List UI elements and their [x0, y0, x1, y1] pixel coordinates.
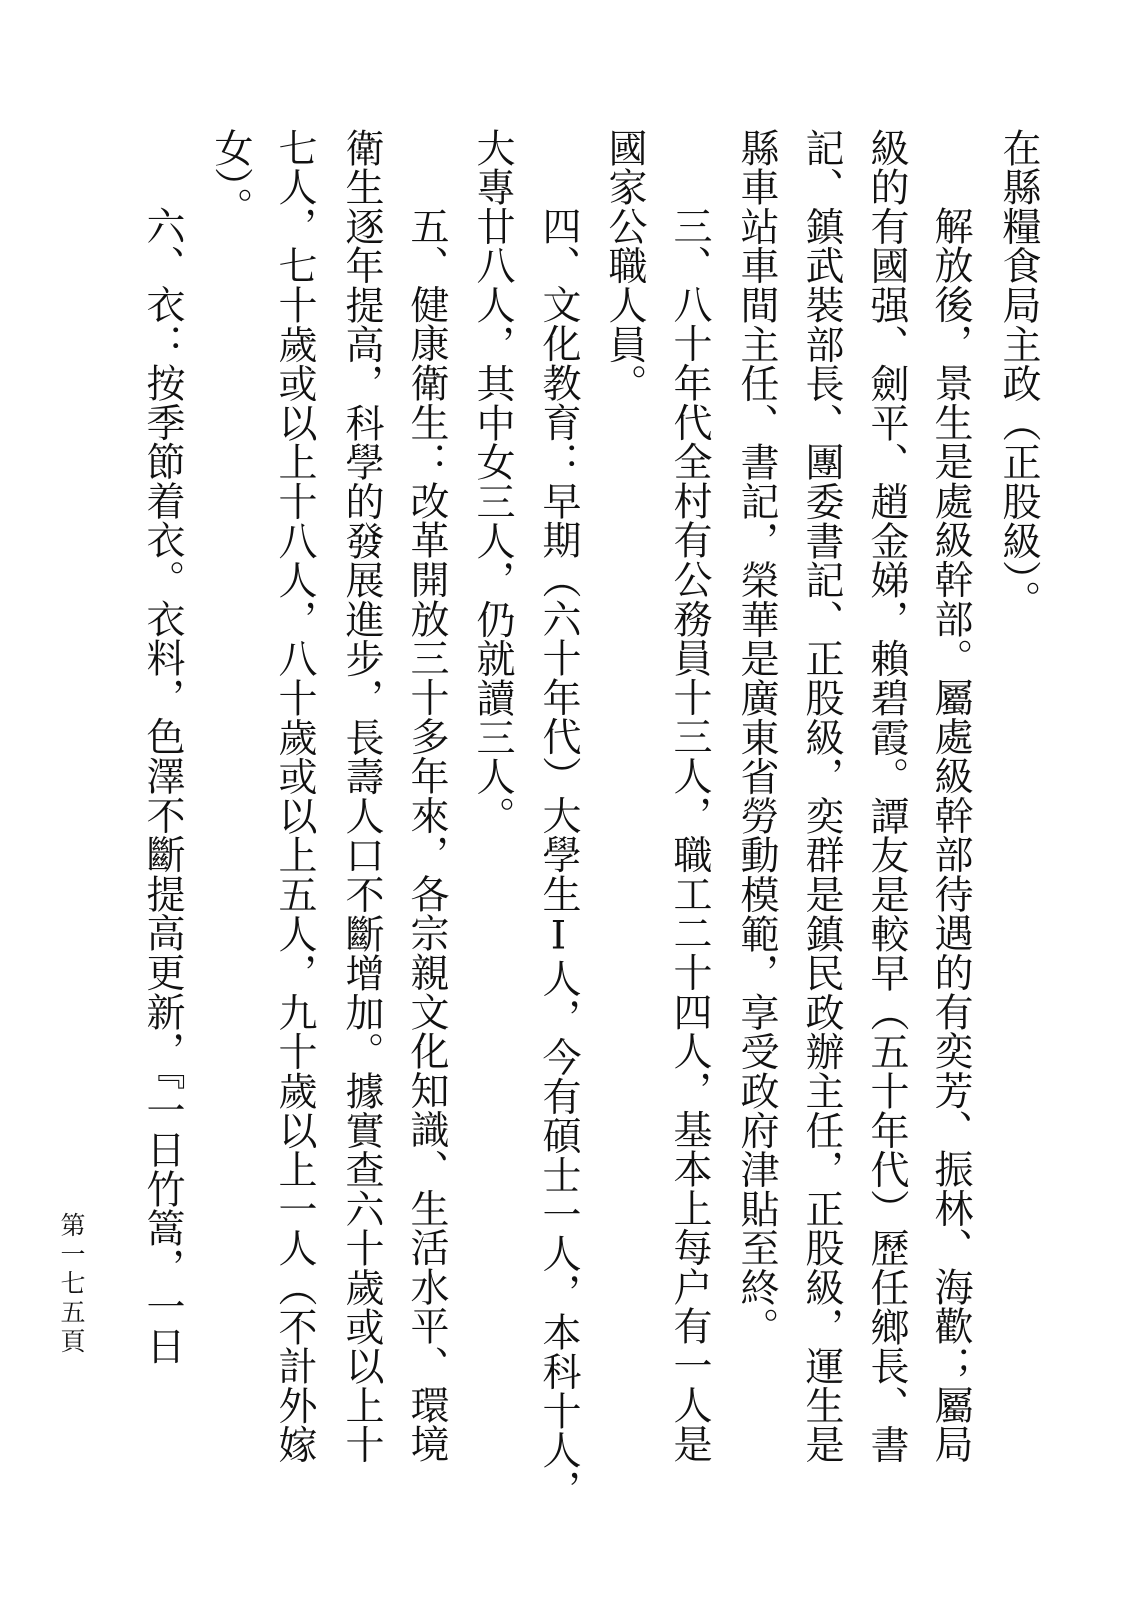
page-number: 第一七五頁 [57, 1212, 86, 1357]
text-column-2: 解放後，景生是處級幹部。屬處級幹部待遇的有奕芳、振林、海歡；屬局 [928, 206, 973, 1464]
text-column-14: 六、衣：按季節着衣。衣料，色澤不斷提高更新，『一日竹篙，一日 [140, 206, 185, 1366]
text-column-9: 大專廿八人，其中女三人，仍就讀三人。 [470, 128, 515, 836]
text-column-12: 七人，七十歲或以上十八人，八十歲或以上五人，九十歲以上一人（不計外嫁 [272, 128, 317, 1465]
text-column-8: 四、文化教育：早期（六十年代）大學生Ⅰ人，今有碩士一人，本科十人， [536, 206, 581, 1509]
text-column-5: 縣車站車間主任、書記，榮華是廣東省勞動模範，享受政府津貼至終。 [734, 128, 779, 1347]
text-column-4: 記、鎮武裝部長、團委書記、正股級，奕群是鎮民政辦主任，正股級，運生是 [799, 128, 844, 1465]
text-column-6: 三、八十年代全村有公務員十三人，職工二十四人，基本上每户有一人是 [667, 206, 712, 1464]
text-column-10: 五、健康衛生：改革開放三十多年來，各宗親文化知識、生活水平、環境 [404, 206, 449, 1464]
text-column-7: 國家公職人員。 [602, 128, 647, 404]
text-column-11: 衛生逐年提高，科學的發展進步，長壽人口不斷增加。據實查六十歲或以上十 [339, 128, 384, 1465]
text-column-1: 在縣糧食局主政（正股級）。 [996, 128, 1041, 620]
text-column-3: 級的有國强、劍平、趙金娣，賴碧霞。譚友是較早（五十年代）歷任鄉長、書 [864, 128, 909, 1465]
text-column-13: 女）。 [208, 128, 253, 227]
